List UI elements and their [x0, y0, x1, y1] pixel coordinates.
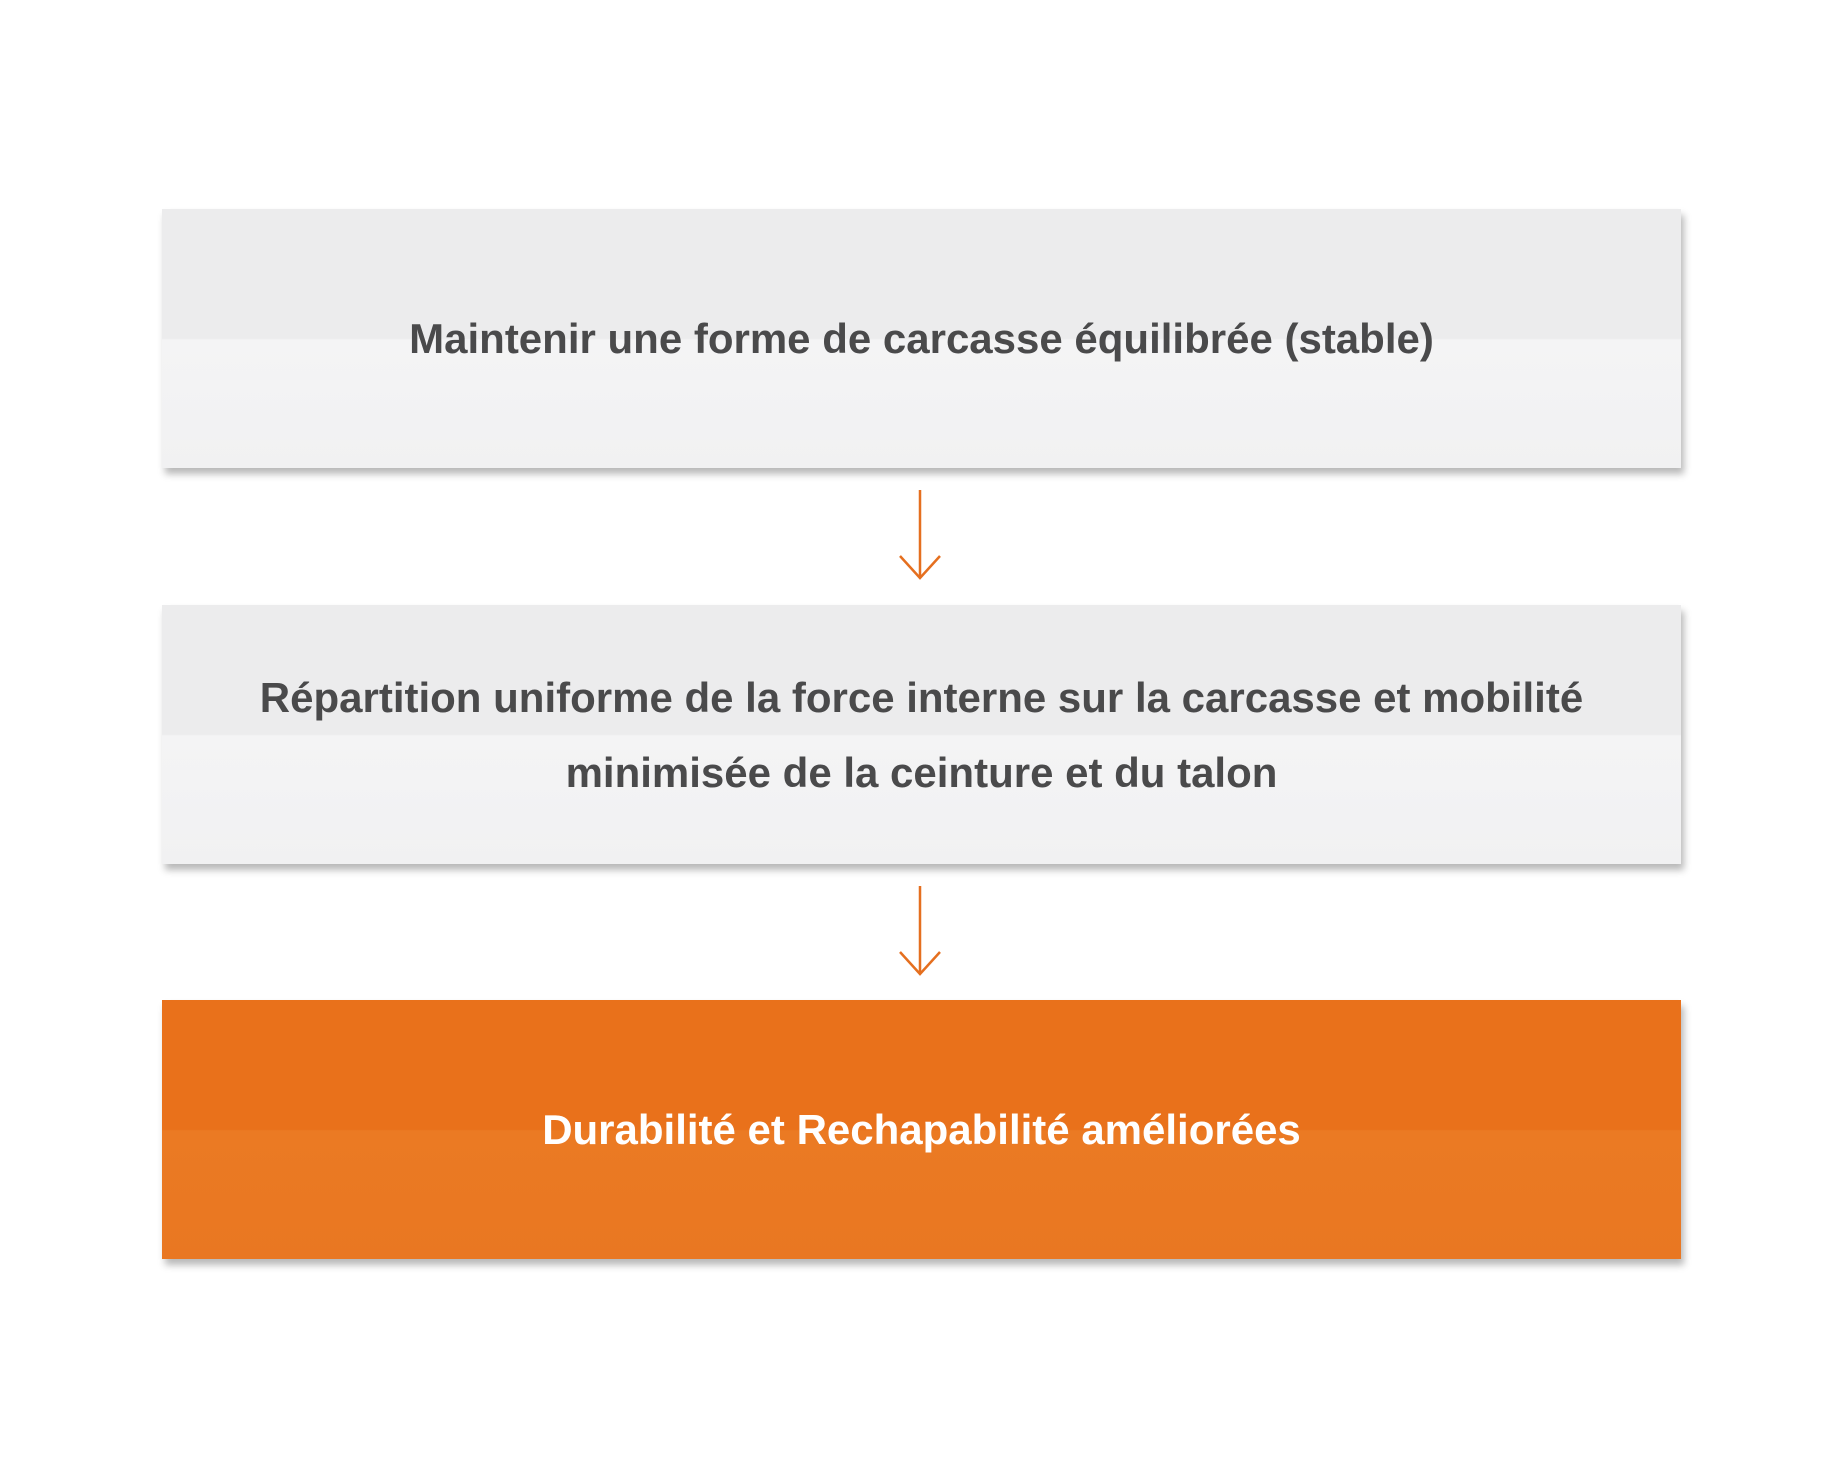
step-1-box	[162, 209, 1681, 468]
step-1-label: Maintenir une forme de carcasse équilibrée (stable)	[409, 315, 1434, 362]
step-2-box	[162, 605, 1681, 864]
arrow-down-icon	[896, 490, 944, 582]
step-3-label: Durabilité et Rechapabilité améliorées	[542, 1106, 1301, 1153]
arrow-down-icon	[896, 886, 944, 978]
step-3-box-result	[162, 1000, 1681, 1259]
step-2-label: Répartition uniforme de la force interne sur la carcasse et mobilité minimisée de la ceinture et du talon	[259, 673, 1584, 796]
